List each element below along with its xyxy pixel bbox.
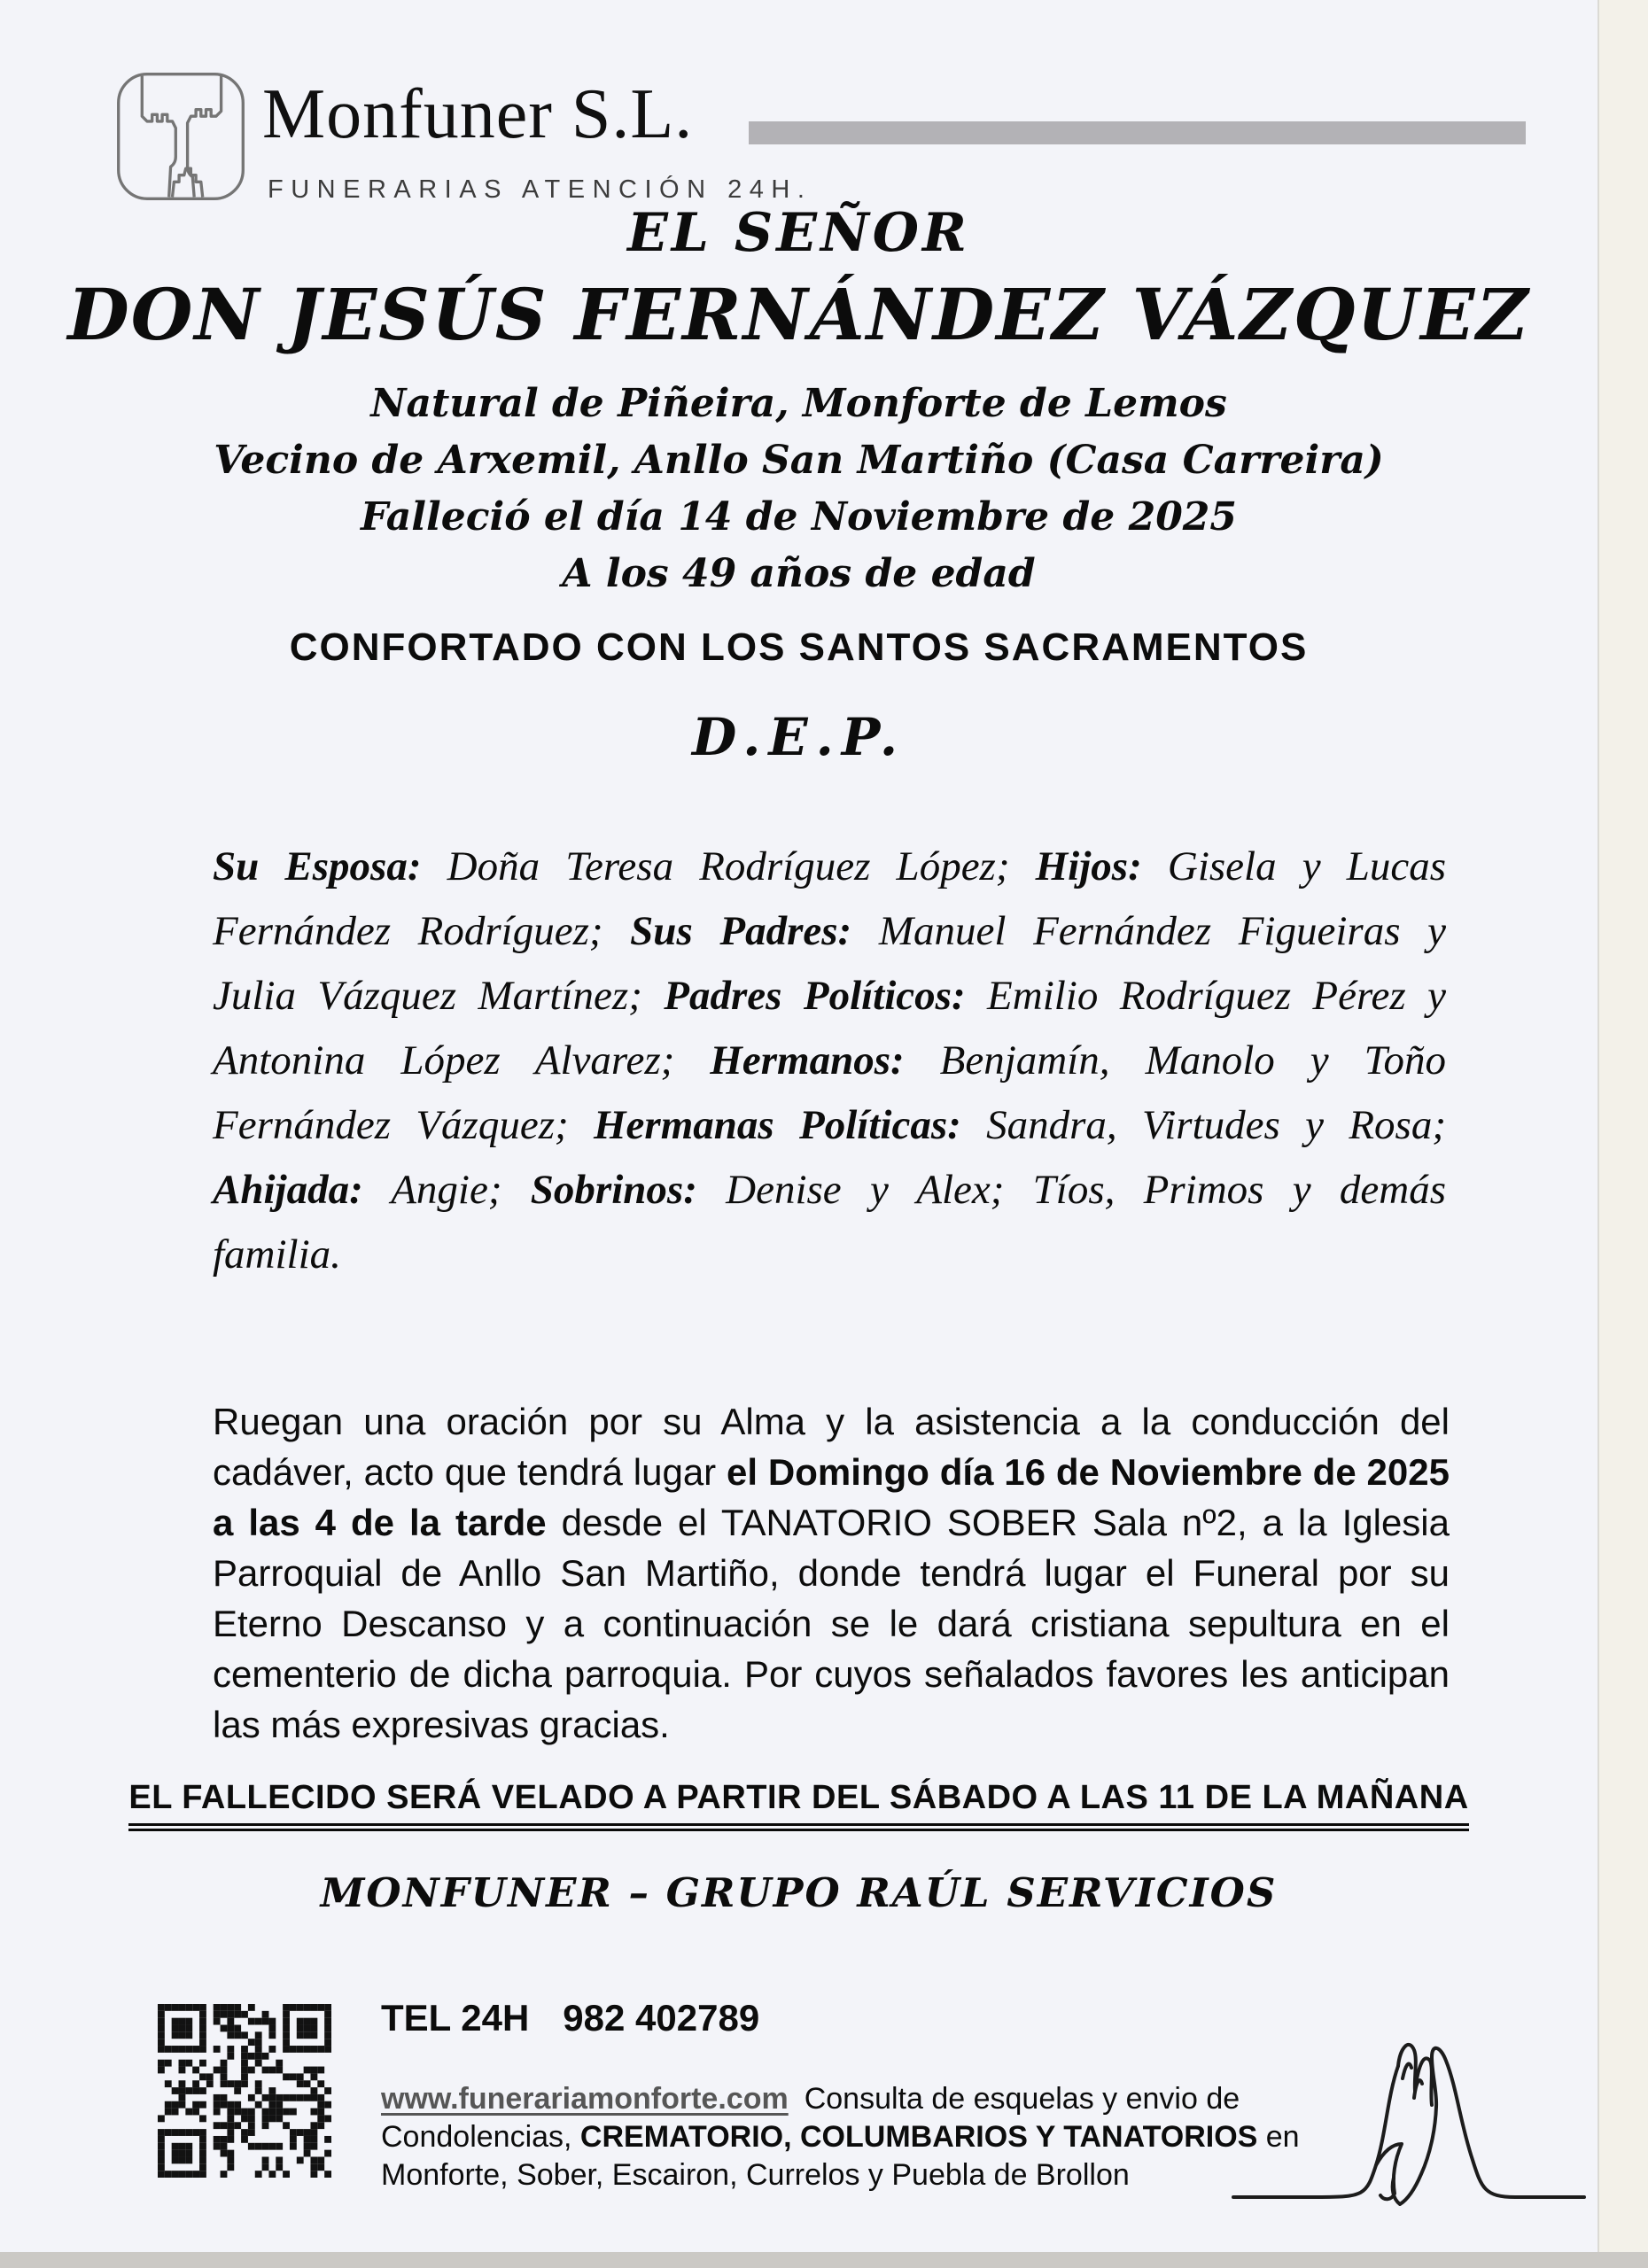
rip-abbreviation: D.E.P. [691, 707, 906, 767]
brand-name: Monfuner S.L. [262, 75, 694, 153]
services-line2: Condolencias, CREMATORIO, COLUMBARIOS Y TANATORIOS en [381, 2120, 1300, 2154]
honorific-title: EL SEÑOR [627, 202, 970, 264]
residence-line: Vecino de Arxemil, Anllo San Martiño (Casa Carreira) [214, 438, 1384, 483]
family-paragraph: Su Esposa: Doña Teresa Rodríguez López; Hijos: Gisela y Lucas Fernández Rodríguez; Sus Padres: Manuel Fernández Figueiras y Julia Vázquez Martínez; Padres Políticos: Emilio Rodríguez Pérez y Antonina López Alvarez; Hermanos: Benjamín, Manolo y Toño Fernández Vázquez; Hermanas Políticas: Sandra, Virtudes y Rosa; Ahijada: Angie; Sobrinos: Denise y Alex; Tíos, Primos y demás familia. [213, 843, 1447, 1278]
praying-hands-icon [1232, 1992, 1586, 2213]
scan-edge-bottom [0, 2252, 1648, 2268]
castle-towers-icon [113, 69, 248, 204]
death-date-line: Falleció el día 14 de Noviembre de 2025 [360, 494, 1238, 540]
services-line1 [381, 2080, 1300, 2118]
services-line1-text: Consulta de esquelas y envio de [804, 2082, 1240, 2116]
website-link[interactable]: www.funerariamonforte.com [381, 2082, 789, 2116]
sacraments-line: CONFORTADO CON LOS SANTOS SACRAMENTOS [289, 625, 1309, 669]
wake-notice: EL FALLECIDO SERÁ VELADO A PARTIR DEL SÁBADO A LAS 11 DE LA MAÑANA [0, 1779, 1597, 1831]
origin-line: Natural de Piñeira, Monforte de Lemos [370, 381, 1227, 426]
scan-edge-right [1597, 0, 1648, 2268]
services-block [381, 2080, 1300, 2194]
company-signature: MONFUNER – GRUPO RAÚL SERVICIOS [320, 1869, 1278, 1916]
brand-tagline: FUNERARIAS ATENCIÓN 24H. [268, 175, 812, 204]
age-line: A los 49 años de edad [562, 551, 1036, 596]
phone-label: TEL 24H [381, 1997, 530, 2039]
services-line3: Monforte, Sober, Escairon, Currelos y Puebla de Brollon [381, 2158, 1130, 2192]
qr-code [158, 2004, 331, 2178]
phone-line [381, 1997, 759, 2039]
deceased-name: DON JESÚS FERNÁNDEZ VÁZQUEZ [67, 273, 1530, 356]
phone-number: 982 402789 [563, 1997, 760, 2039]
funeral-notice-paragraph: Ruegan una oración por su Alma y la asistencia a la conducción del cadáver, acto que tendrá lugar el Domingo día 16 de Noviembre de 2025 a las 4 de la tarde desde el TANATORIO SOBER Sala nº2, a la Iglesia Parroquial de Anllo San Martiño, donde tendrá lugar el Funeral por su Eterno Descanso y a continuación se le dará cristiana sepultura en el cementerio de dicha parroquia. Por cuyos señalados favores les anticipan las más expresivas gracias. [213, 1401, 1450, 1745]
deceased-details [0, 376, 1597, 602]
header-divider-bar [749, 121, 1526, 144]
